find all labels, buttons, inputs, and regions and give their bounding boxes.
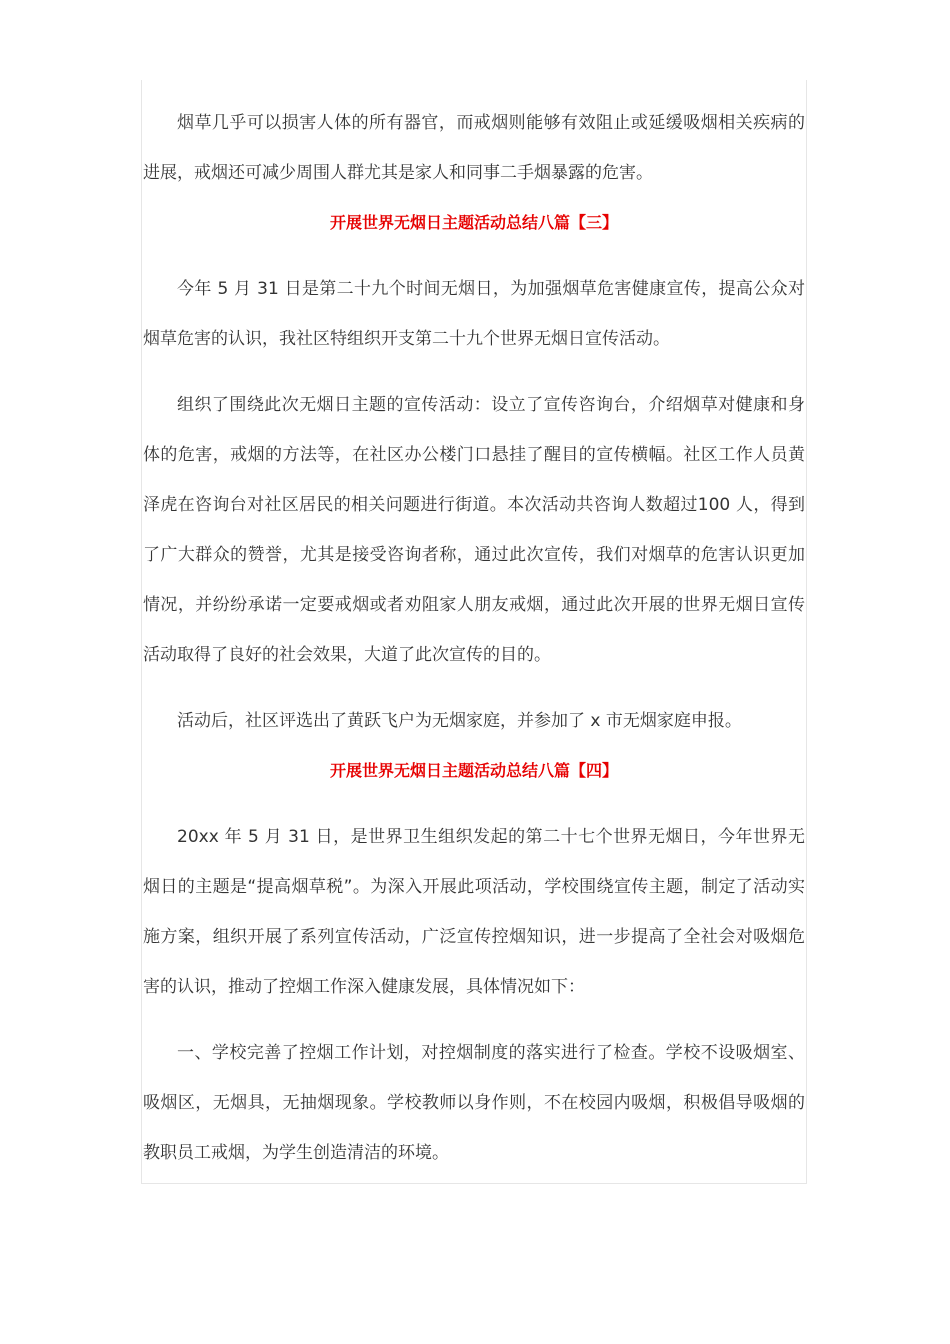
section-heading-4: 开展世界无烟日主题活动总结八篇【四】 [329, 761, 618, 780]
spacer [143, 1012, 805, 1028]
paragraph-activity: 组织了围绕此次无烟日主题的宣传活动：设立了宣传咨询台，介绍烟草对健康和身体的危害，戒烟的方法等，在社区办公楼门口悬挂了醒目的宣传横幅。社区工作人员黄泽虎在咨询台对社区居民的相关问题进行街道。本次活动共咨询人数超过100 人，得到了广大群众的赞誉，尤其是接受咨询者称，通过此次宣传，我们对烟草的危害认识更加情况，并纷纷承诺一定要戒烟或者劝阻家人朋友戒烟，通过此次开展的世界无烟日宣传活动取得了良好的社会效果，大道了此次宣传的目的。 [143, 395, 805, 665]
paragraph-intro: 烟草几乎可以损害人体的所有器官，而戒烟则能够有效阻止或延缓吸烟相关疾病的进展，戒烟还可减少周围人群尤其是家人和同事二手烟暴露的危害。 [143, 113, 805, 183]
paragraph-date: 今年 5 月 31 日是第二十九个时间无烟日，为加强烟草危害健康宣传，提高公众对烟草危害的认识，我社区特组织开支第二十九个世界无烟日宣传活动。 [143, 279, 805, 349]
paragraph-school-intro: 20xx 年 5 月 31 日，是世界卫生组织发起的第二十七个世界无烟日，今年世界无烟日的主题是“提高烟草税”。为深入开展此项活动，学校围绕宣传主题，制定了活动实施方案，组织开展了系列宣传活动，广泛宣传控烟知识，进一步提高了全社会对吸烟危害的认识，推动了控烟工作深入健康发展，具体情况如下： [143, 827, 805, 997]
paragraph-after-activity: 活动后，社区评选出了黄跃飞户为无烟家庭，并参加了 x 市无烟家庭申报。 [177, 711, 742, 731]
spacer [143, 364, 805, 380]
spacer [143, 680, 805, 696]
paragraph-school-plan: 一、学校完善了控烟工作计划，对控烟制度的落实进行了检查。学校不设吸烟室、吸烟区，无烟具，无抽烟现象。学校教师以身作则，不在校园内吸烟，积极倡导吸烟的教职员工戒烟，为学生创造清洁的环境。 [143, 1043, 805, 1163]
spacer [143, 796, 805, 812]
spacer [143, 248, 805, 264]
section-heading-3: 开展世界无烟日主题活动总结八篇【三】 [329, 213, 618, 232]
document-body [143, 98, 805, 1178]
